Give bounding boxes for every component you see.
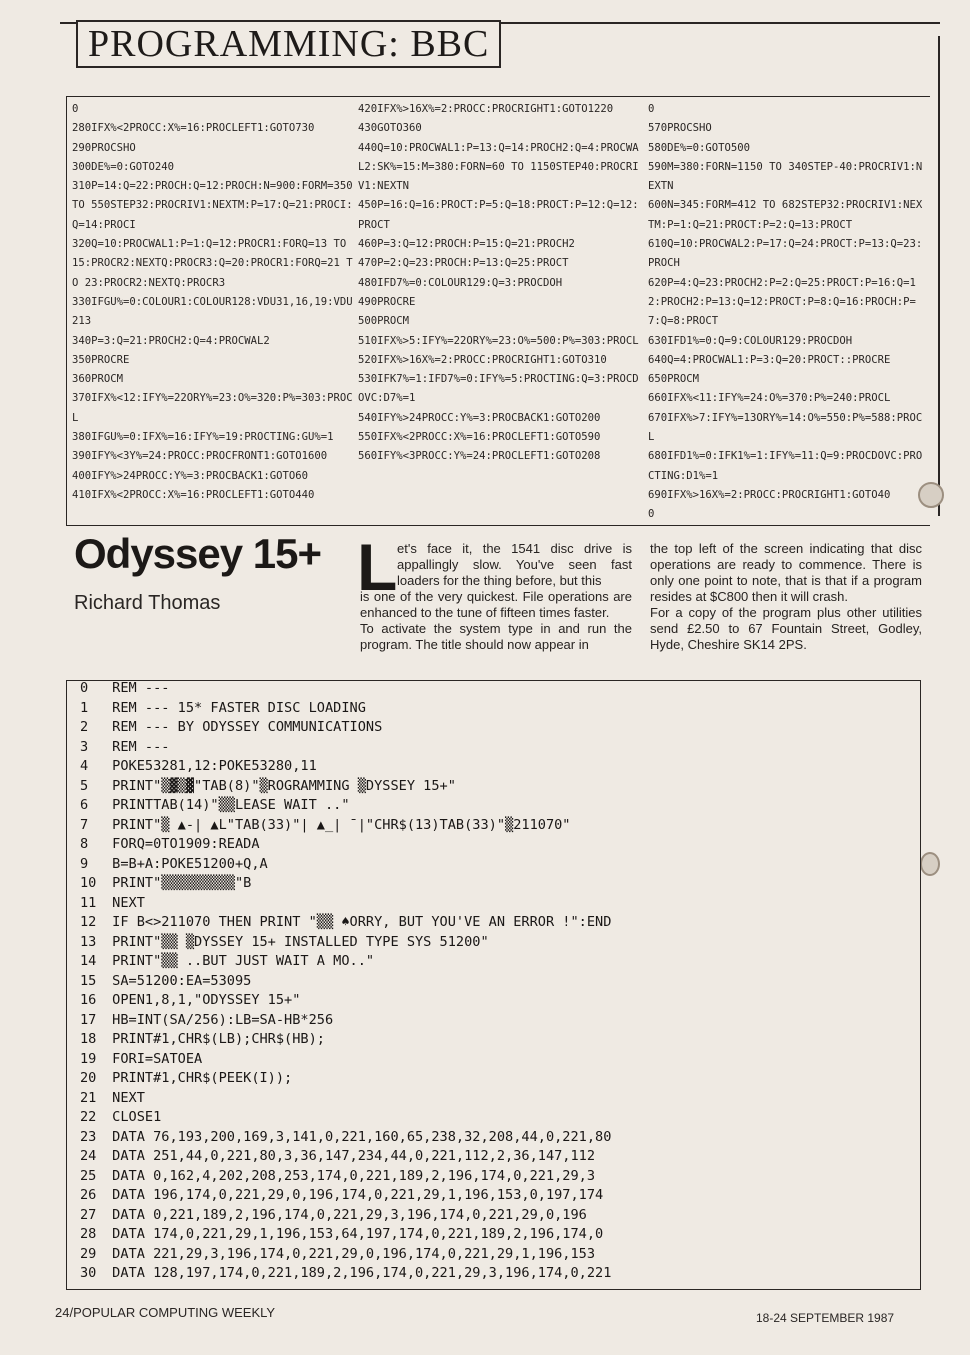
bbc-code-line: 470P=2:Q=23:PROCH:P=13:Q=25:PROCT [358, 257, 569, 270]
bbc-code-line: 440Q=10:PROCWAL1:P=13:Q=14:PROCH2:Q=4:PROCWAL2:SK%=15:M=380:FORN=60 TO 1150STEP40:PROCRIV1:NEXTN [358, 141, 639, 193]
bbc-code-line: 350PROCRE [72, 353, 130, 366]
line-number: 25 [80, 1167, 97, 1184]
c64-code-line [80, 1089, 920, 1109]
c64-code-line [80, 855, 920, 875]
line-code: PRINT"▒▒▒▒▒▒▒▒▒"B [104, 875, 252, 891]
article-paragraph-2: the top left of the screen indicating that disc operations are ready to commence. There is only one point to note, that is that if a program resides at $C800 then it will crash. For a copy of the program plus other utilities send £2.50 to 67 Fountain Street, Godley, Hyde, Cheshire SK14 2PS. [650, 541, 922, 652]
bbc-code-line: 310P=14:Q=22:PROCH:Q=12:PROCH:N=900:FORM=350 TO 550STEP32:PROCRIV1:NEXTM:P=17:Q=21:PROCI:Q=14:PROCI [72, 180, 360, 231]
line-code: HB=INT(SA/256):LB=SA-HB*256 [104, 1011, 334, 1028]
line-code: PRINT"▒▒ ▒DYSSEY 15+ INSTALLED TYPE SYS 51200" [104, 933, 489, 950]
bbc-code-line: 0 [72, 103, 79, 115]
line-code: REM --- [104, 680, 170, 696]
line-number: 28 [80, 1226, 97, 1242]
line-code: SA=51200:EA=53095 [104, 972, 252, 989]
line-code: REM --- 15* FASTER DISC LOADING [104, 699, 366, 716]
bbc-code-line: 0 [648, 103, 655, 115]
c64-code-line [80, 933, 920, 953]
bbc-code-line: 500PROCM [358, 315, 410, 328]
bbc-code-line: 410IFX%<2PROCC:X%=16:PROCLEFT1:GOTO440 [72, 488, 315, 501]
c64-code-line [80, 1069, 920, 1089]
c64-code-line [80, 738, 920, 758]
bbc-code-line: 0 [648, 508, 655, 521]
binder-clip-icon [918, 482, 944, 508]
bbc-listing-column-3 [648, 100, 928, 525]
bbc-code-line: 560IFY%<3PROCC:Y%=24:PROCLEFT1:GOTO208 [358, 450, 601, 463]
line-code: B=B+A:POKE51200+Q,A [104, 855, 268, 872]
bbc-code-line: 280IFX%<2PROCC:X%=16:PROCLEFT1:GOTO730 [72, 122, 315, 135]
line-number: 13 [80, 933, 97, 950]
article-author: Richard Thomas [74, 592, 221, 614]
line-code: DATA 0,221,189,2,196,174,0,221,29,3,196,174,0,221,29,0,196 [104, 1206, 587, 1223]
line-code: DATA 221,29,3,196,174,0,221,29,0,196,174,0,221,29,1,196,153 [104, 1245, 596, 1262]
c64-code-line [80, 1245, 920, 1265]
binder-clip-icon [920, 852, 940, 876]
line-code: DATA 128,197,174,0,221,189,2,196,174,0,221,29,3,196,174,0,221 [104, 1265, 612, 1281]
masthead [60, 22, 940, 70]
line-code: DATA 0,162,4,202,208,253,174,0,221,189,2,196,174,0,221,29,3 [104, 1167, 596, 1184]
bbc-code-line: 610Q=10:PROCWAL2:P=17:Q=24:PROCT:P=13:Q=23:PROCH [648, 238, 923, 270]
bbc-code-line: 490PROCRE [358, 295, 416, 308]
section-title: PROGRAMMING: BBC [88, 23, 490, 65]
bbc-code-line: 540IFY%>24PROCC:Y%=3:PROCBACK1:GOTO200 [358, 411, 601, 424]
bbc-code-line: 450P=16:Q=16:PROCT:P=5:Q=18:PROCT:P=12:Q=12:PROCT [358, 199, 639, 231]
line-number: 27 [80, 1206, 97, 1223]
line-code: PRINT#1,CHR$(LB);CHR$(HB); [104, 1031, 325, 1047]
line-number: 10 [80, 875, 97, 891]
line-code: DATA 174,0,221,29,1,196,153,64,197,174,0,221,189,2,196,174,0 [104, 1226, 604, 1242]
bbc-code-line: 360PROCM [72, 373, 124, 386]
c64-code-line [80, 796, 920, 816]
line-code: PRINT"▒ ▲-| ▲L"TAB(33)"| ▲_| ¯|"CHR$(13)TAB(33)"▒211070" [104, 816, 571, 833]
c64-code-line [80, 874, 920, 894]
c64-code-line [80, 679, 920, 699]
bbc-code-line: 650PROCM [648, 373, 700, 386]
line-code: IF B<>211070 THEN PRINT "▒▒ ♠ORRY, BUT YOU'VE AN ERROR !":END [104, 914, 612, 930]
c64-code-line [80, 816, 920, 836]
c64-code-line [80, 894, 920, 914]
line-number: 5 [80, 777, 89, 794]
c64-listing [80, 679, 920, 1284]
article-paragraph-1-rest: is one of the very quickest. File operations are enhanced to the tune of fifteen times faster. To activate the system type in and run the program. The title should now appear in [360, 589, 632, 652]
c64-code-line [80, 991, 920, 1011]
bbc-code-line: 320Q=10:PROCWAL1:P=1:Q=12:PROCR1:FORQ=13 TO 15:PROCR2:NEXTQ:PROCR3:Q=20:PROCR1:FORQ=21 TO 23:PROCR2:NEXTQ:PROCR3 [72, 238, 353, 289]
bbc-code-line: 290PROCSHO [72, 141, 136, 154]
bbc-code-line: 570PROCSHO [648, 122, 712, 135]
bbc-listing-column-1 [72, 100, 360, 505]
bbc-listing-column-2 [358, 100, 642, 467]
line-code: REM --- BY ODYSSEY COMMUNICATIONS [104, 719, 383, 735]
line-number: 7 [80, 816, 89, 833]
bbc-code-line: 340P=3:Q=21:PROCH2:Q=4:PROCWAL2 [72, 334, 270, 347]
right-rule [938, 36, 940, 516]
bbc-code-line: 380IFGU%=0:IFX%=16:IFY%=19:PROCTING:GU%=1 [72, 431, 334, 444]
bbc-code-line: 300DE%=0:GOTO240 [72, 160, 175, 173]
bbc-code-line: 370IFX%<12:IFY%=22ORY%=23:O%=320:P%=303:PROCL [72, 392, 353, 424]
c64-code-line [80, 1011, 920, 1031]
article-paragraph-1-start: et's face it, the 1541 disc drive is appallingly slow. You've seen fast loaders for the thing before, but this [397, 541, 632, 588]
c64-code-line [80, 1167, 920, 1187]
line-number: 8 [80, 836, 89, 852]
line-code: CLOSE1 [104, 1109, 162, 1125]
line-code: PRINT"▒▓▒▓"TAB(8)"▒ROGRAMMING ▒DYSSEY 15+" [104, 777, 456, 794]
line-code: OPEN1,8,1,"ODYSSEY 15+" [104, 992, 301, 1008]
line-number: 26 [80, 1187, 97, 1203]
line-code: FORI=SATOEA [104, 1050, 203, 1067]
line-number: 17 [80, 1011, 97, 1028]
line-number: 6 [80, 797, 89, 813]
c64-code-line [80, 699, 920, 719]
c64-code-line [80, 1050, 920, 1070]
line-code: NEXT [104, 1089, 145, 1106]
line-number: 15 [80, 972, 97, 989]
line-code: PRINTTAB(14)"▒▒LEASE WAIT .." [104, 797, 350, 813]
line-number: 19 [80, 1050, 97, 1067]
line-number: 12 [80, 914, 97, 930]
bbc-code-line: 690IFX%>16X%=2:PROCC:PROCRIGHT1:GOTO40 [648, 488, 891, 501]
article-title: Odyssey 15+ [74, 530, 322, 577]
line-code: FORQ=0TO1909:READA [104, 836, 260, 852]
line-number: 1 [80, 699, 89, 716]
drop-cap: L [357, 530, 398, 604]
c64-code-line [80, 1108, 920, 1128]
c64-code-line [80, 1186, 920, 1206]
line-number: 2 [80, 719, 89, 735]
bbc-code-line: 670IFX%>7:IFY%=13ORY%=14:O%=550:P%=588:PROCL [648, 411, 923, 444]
line-number: 16 [80, 992, 97, 1008]
line-number: 24 [80, 1148, 97, 1164]
bbc-code-line: 430GOTO360 [358, 122, 422, 135]
footer-page-label: 24/POPULAR COMPUTING WEEKLY [55, 1305, 276, 1320]
line-number: 23 [80, 1128, 97, 1145]
c64-code-line [80, 835, 920, 855]
c64-code-line [80, 1147, 920, 1167]
c64-code-line [80, 1030, 920, 1050]
c64-code-line [80, 1206, 920, 1226]
line-number: 20 [80, 1070, 97, 1086]
line-code: PRINT"▒▒ ..BUT JUST WAIT A MO.." [104, 953, 375, 969]
c64-code-line [80, 777, 920, 797]
c64-code-line [80, 718, 920, 738]
c64-code-line [80, 1264, 920, 1284]
bbc-code-line: 330IFGU%=0:COLOUR1:COLOUR128:VDU31,16,19:VDU213 [72, 295, 353, 328]
c64-code-line [80, 1225, 920, 1245]
bbc-code-line: 520IFX%>16X%=2:PROCC:PROCRIGHT1:GOTO310 [358, 353, 607, 366]
bbc-code-line: 620P=4:Q=23:PROCH2:P=2:Q=25:PROCT:P=16:Q=12:PROCH2:P=13:Q=12:PROCT:P=8:Q=16:PROCH:P=7:Q=8:PROCT [648, 276, 916, 328]
masthead-box [76, 20, 501, 68]
line-number: 3 [80, 738, 89, 755]
bbc-code-line: 630IFD1%=0:Q=9:COLOUR129:PROCDOH [648, 334, 853, 347]
bbc-code-line: 600N=345:FORM=412 TO 682STEP32:PROCRIV1:NEXTM:P=1:Q=21:PROCT:P=2:Q=13:PROCT [648, 199, 923, 231]
line-code: DATA 76,193,200,169,3,141,0,221,160,65,238,32,208,44,0,221,80 [104, 1128, 612, 1145]
line-code: REM --- [104, 738, 170, 755]
line-number: 0 [80, 680, 89, 696]
line-number: 29 [80, 1245, 97, 1262]
line-code: DATA 251,44,0,221,80,3,36,147,234,44,0,221,112,2,36,147,112 [104, 1148, 596, 1164]
line-number: 18 [80, 1031, 97, 1047]
c64-code-line [80, 972, 920, 992]
line-code: DATA 196,174,0,221,29,0,196,174,0,221,29,1,196,153,0,197,174 [104, 1187, 604, 1203]
line-number: 9 [80, 855, 89, 872]
bbc-code-line: 530IFK7%=1:IFD7%=0:IFY%=5:PROCTING:Q=3:PROCDOVC:D7%=1 [358, 373, 639, 405]
bbc-code-line: 590M=380:FORN=1150 TO 340STEP-40:PROCRIV1:NEXTN [648, 160, 923, 193]
bbc-code-line: 680IFD1%=0:IFK1%=1:IFY%=11:Q=9:PROCDOVC:PROCTING:D1%=1 [648, 450, 923, 482]
bbc-code-line: 550IFX%<2PROCC:X%=16:PROCLEFT1:GOTO590 [358, 431, 601, 444]
bbc-code-line: 510IFX%>5:IFY%=22ORY%=23:O%=500:P%=303:PROCL [358, 334, 639, 347]
line-number: 30 [80, 1265, 97, 1281]
line-code: NEXT [104, 894, 145, 911]
c64-code-line [80, 952, 920, 972]
line-number: 22 [80, 1109, 97, 1125]
line-number: 21 [80, 1089, 97, 1106]
line-number: 11 [80, 894, 97, 911]
line-code: PRINT#1,CHR$(PEEK(I)); [104, 1070, 293, 1086]
bbc-code-line: 420IFX%>16X%=2:PROCC:PROCRIGHT1:GOTO1220 [358, 103, 614, 115]
bbc-code-line: 400IFY%>24PROCC:Y%=3:PROCBACK1:GOTO60 [72, 469, 308, 482]
bbc-code-line: 640Q=4:PROCWAL1:P=3:Q=20:PROCT::PROCRE [648, 353, 891, 366]
bbc-code-line: 580DE%=0:GOTO500 [648, 141, 751, 154]
footer-date: 18-24 SEPTEMBER 1987 [756, 1311, 895, 1325]
line-code: POKE53281,12:POKE53280,11 [104, 758, 317, 774]
bbc-code-line: 480IFD7%=0:COLOUR129:Q=3:PROCDOH [358, 276, 563, 289]
c64-code-line [80, 913, 920, 933]
bbc-code-line: 390IFY%<3Y%=24:PROCC:PROCFRONT1:GOTO1600 [72, 450, 328, 463]
c64-code-line [80, 757, 920, 777]
line-number: 14 [80, 953, 97, 969]
line-number: 4 [80, 758, 89, 774]
bbc-code-line: 660IFX%<11:IFY%=24:O%=370:P%=240:PROCL [648, 392, 891, 405]
bbc-code-line: 460P=3:Q=12:PROCH:P=15:Q=21:PROCH2 [358, 238, 575, 251]
c64-code-line [80, 1128, 920, 1148]
